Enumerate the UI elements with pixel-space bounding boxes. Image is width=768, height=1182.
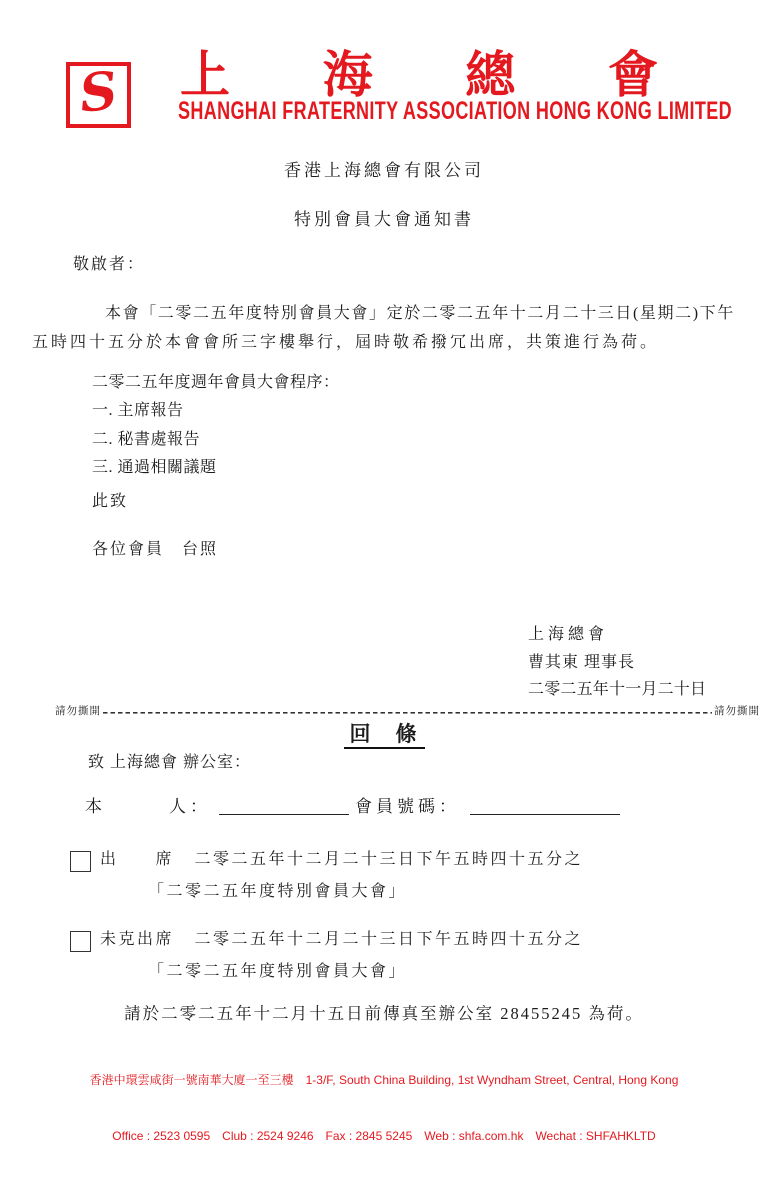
association-name-english: SHANGHAI FRATERNITY ASSOCIATION HONG KONG LIMITED <box>178 97 732 125</box>
agenda-item: 一. 主席報告 <box>92 402 184 420</box>
absent-option-text: 二零二五年十二月二十三日下午五時四十五分之 <box>194 931 584 948</box>
signature-date: 二零二五年十一月二十日 <box>528 681 707 698</box>
footer-contact-line: Office : 2523 0595 Club : 2524 9246 Fax : 2845 5245 Web : shfa.com.hk Wechat : SHFAHKLTD <box>112 1128 656 1143</box>
body-paragraph-line-1: 本會「二零二五年度特別會員大會」定於二零二五年十二月二十三日(星期二)下午 <box>105 305 735 322</box>
cn-title-char: 總 <box>465 47 516 103</box>
cn-title-char: 會 <box>607 47 658 103</box>
absent-option-line-2: 「二零二五年度特別會員大會」 <box>148 963 408 980</box>
agenda-item: 三. 通過相關議題 <box>92 459 217 477</box>
member-number-blank-field[interactable] <box>470 794 620 815</box>
logo-s-icon: S <box>76 60 121 125</box>
cn-title-char: 海 <box>322 47 373 103</box>
attend-option-text: 二零二五年十二月二十三日下午五時四十五分之 <box>194 851 584 868</box>
attend-option-line-1 <box>100 847 583 873</box>
signature-name-title: 曹其東 理事長 <box>528 653 636 671</box>
reply-slip-title: 回 條 <box>0 718 768 748</box>
reply-addressee-line: 致 上海總會 辦公室： <box>88 754 252 771</box>
footer-contact-block <box>0 1034 768 1182</box>
association-logo <box>66 62 131 128</box>
signature-block <box>528 621 706 704</box>
name-blank-field[interactable] <box>219 794 349 815</box>
absent-checkbox[interactable] <box>70 931 91 952</box>
do-not-tear-label-left: 請勿撕開 <box>55 706 101 717</box>
company-name-line: 香港上海總會有限公司 <box>284 161 484 180</box>
document-title: 特別會員大會通知書 <box>294 210 474 229</box>
closing-recipient: 各位會員 台照 <box>92 541 219 558</box>
footer-address-line: 香港中環雲咸街一號南華大廈一至三樓 1-3/F, South China Building, 1st Wyndham Street, Central, Hong Kong <box>89 1073 679 1087</box>
absent-option-line-1 <box>100 927 583 953</box>
agenda-item: 二. 秘書處報告 <box>92 430 201 448</box>
name-label: 本 人： <box>85 797 211 816</box>
association-name-chinese <box>180 46 658 104</box>
absent-option-label: 未克出席 <box>100 931 175 948</box>
attend-checkbox[interactable] <box>70 851 91 872</box>
salutation: 敬啟者： <box>73 256 146 273</box>
attend-option-label: 出 席 <box>100 851 175 868</box>
tear-strip <box>55 703 760 718</box>
body-paragraph-line-2: 五時四十五分於本會會所三字樓舉行，屆時敬希撥冗出席，共策進行為荷。 <box>32 334 660 351</box>
cn-title-char: 上 <box>180 47 230 103</box>
tear-dashed-line <box>103 712 712 714</box>
attend-option-line-2: 「二零二五年度特別會員大會」 <box>148 883 408 900</box>
agenda-section <box>92 370 340 484</box>
fax-instruction: 請於二零二五年十二月十五日前傳真至辦公室 28455245 為荷。 <box>124 1004 644 1023</box>
closing-salute: 此致 <box>92 493 129 510</box>
do-not-tear-label-right: 請勿撕開 <box>714 706 760 717</box>
agenda-heading: 二零二五年度週年會員大會程序： <box>92 374 340 391</box>
signature-org: 上海總會 <box>528 626 609 643</box>
member-number-label: 會員號碼： <box>355 797 460 816</box>
reply-name-line <box>85 792 620 817</box>
